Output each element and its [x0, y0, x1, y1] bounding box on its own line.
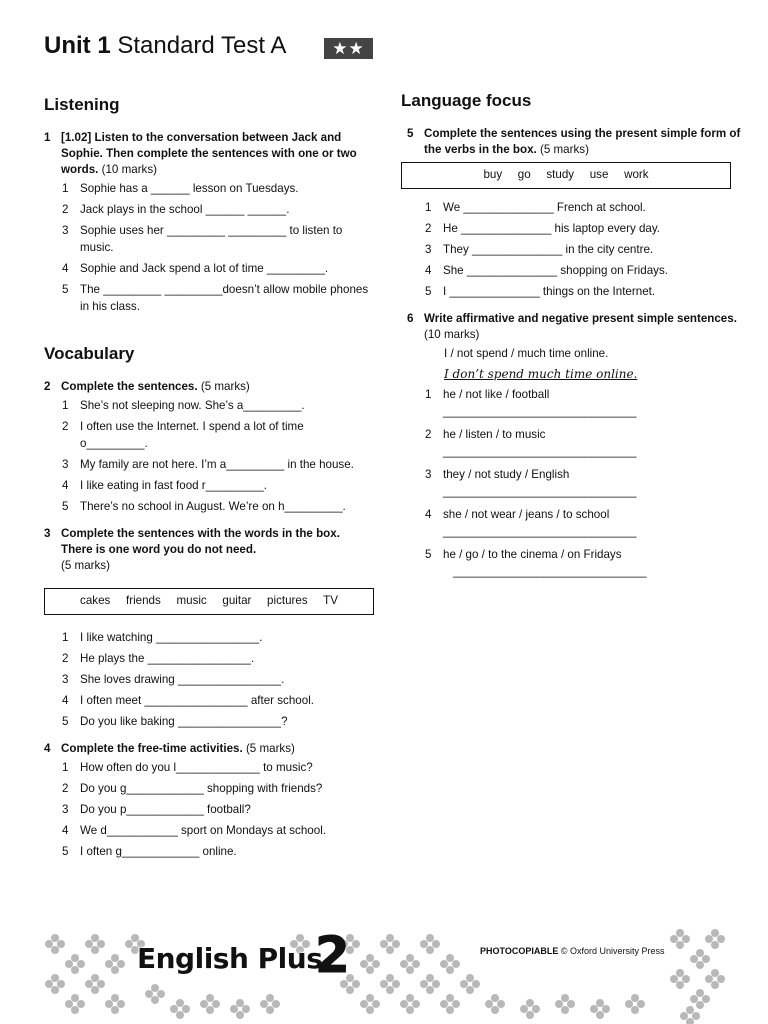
item-text: The _________ _________doesn’t allow mobile phones in his class.	[80, 283, 369, 313]
q3-instruction	[44, 526, 374, 574]
item-text: He ______________ his laptop every day.	[443, 222, 661, 235]
item-text: I often meet ________________ after school.	[80, 694, 314, 707]
q6-example: I / not spend / much time online.	[444, 347, 609, 360]
footer-pattern	[0, 924, 768, 1024]
list-item[interactable]	[44, 180, 374, 197]
item-number: 2	[62, 652, 69, 665]
item-text: Sophie uses her _________ _________ to listen to music.	[80, 224, 343, 254]
q5-number: 5	[407, 127, 414, 140]
answer-line[interactable]: ______________________________	[443, 485, 637, 498]
q6-number: 6	[407, 312, 414, 325]
item-number: 1	[62, 631, 69, 644]
q5-instruction	[407, 126, 741, 158]
answer-line[interactable]: ______________________________	[443, 405, 637, 418]
item-text: He plays the ________________.	[80, 652, 255, 665]
q5-marks: (5 marks)	[539, 143, 589, 156]
q5-word-box: buy go study use work	[401, 162, 731, 189]
list-item[interactable]	[44, 671, 374, 688]
item-number: 1	[62, 182, 69, 195]
item-text: Do you g____________ shopping with friends?	[80, 782, 323, 795]
language-focus-heading: Language focus	[401, 91, 532, 110]
item-text: We ______________ French at school.	[443, 201, 646, 214]
item-number: 4	[62, 479, 69, 492]
item-text: Do you p____________ football?	[80, 803, 251, 816]
item-number: 4	[62, 824, 69, 837]
item-text: I often use the Internet. I spend a lot of time o_________.	[80, 420, 304, 450]
list-item[interactable]	[44, 650, 374, 667]
question-1	[44, 130, 374, 315]
publisher-credit: © Oxford University Press	[560, 946, 665, 956]
test-title: Standard Test A	[117, 32, 287, 59]
list-item[interactable]	[407, 262, 741, 279]
answer-line[interactable]: ______________________________	[443, 525, 637, 538]
q1-number: 1	[44, 131, 51, 144]
example-answer-text: I don’t spend much time online.	[444, 367, 638, 381]
item-text: My family are not here. I’m a_________ in the house.	[80, 458, 354, 471]
q2-number: 2	[44, 380, 51, 393]
left-column	[44, 95, 374, 871]
difficulty-stars-badge: ★★	[324, 38, 373, 59]
item-number: 2	[425, 428, 432, 441]
question-2	[44, 379, 374, 515]
q1-list	[44, 180, 374, 315]
list-item[interactable]	[407, 199, 741, 216]
q2-list	[44, 397, 374, 515]
list-item[interactable]	[44, 759, 374, 776]
q3-text: Complete the sentences with the words in the box. There is one word you do not need.	[61, 527, 340, 556]
q6-example-answer	[407, 366, 741, 383]
right-column	[401, 91, 741, 591]
list-item[interactable]	[44, 843, 374, 860]
list-item[interactable]	[44, 222, 374, 256]
q2-marks: (5 marks)	[200, 380, 250, 393]
item-text: Sophie and Jack spend a lot of time _________.	[80, 262, 329, 275]
list-item[interactable]	[407, 241, 741, 258]
item-number: 5	[62, 845, 69, 858]
list-item[interactable]	[44, 780, 374, 797]
photocopiable-label: PHOTOCOPIABLE	[480, 946, 559, 956]
q1-text: [1.02] Listen to the conversation between Jack and Sophie. Then complete the sentences with one or two words.	[61, 131, 357, 176]
list-item[interactable]	[44, 822, 374, 839]
list-item[interactable]	[407, 426, 741, 460]
list-item[interactable]	[44, 477, 374, 494]
item-number: 3	[425, 243, 432, 256]
q3-number: 3	[44, 527, 51, 540]
q4-list	[44, 759, 374, 860]
item-text: I often g____________ online.	[80, 845, 237, 858]
item-text: How often do you l_____________ to music?	[80, 761, 313, 774]
item-number: 3	[62, 803, 69, 816]
item-number: 4	[425, 264, 432, 277]
list-item[interactable]	[44, 498, 374, 515]
item-text: Do you like baking ________________?	[80, 715, 288, 728]
list-item[interactable]	[407, 283, 741, 300]
item-text: I like watching ________________.	[80, 631, 263, 644]
q1-instruction	[44, 130, 374, 178]
item-number: 1	[62, 761, 69, 774]
list-item[interactable]	[407, 546, 741, 580]
item-text: She ______________ shopping on Fridays.	[443, 264, 668, 277]
unit-label: Unit 1	[44, 32, 111, 59]
question-3	[44, 526, 374, 730]
item-number: 2	[62, 420, 69, 433]
list-item[interactable]	[44, 629, 374, 646]
brand-level-number: 2	[315, 926, 350, 984]
item-number: 5	[425, 285, 432, 298]
item-number: 4	[62, 262, 69, 275]
list-item[interactable]	[407, 466, 741, 500]
list-item[interactable]	[44, 801, 374, 818]
item-number: 3	[425, 468, 432, 481]
photocopiable-notice	[480, 946, 665, 956]
q3-marks: (5 marks)	[61, 559, 110, 572]
item-number: 3	[62, 458, 69, 471]
item-text: Sophie has a ______ lesson on Tuesdays.	[80, 182, 299, 195]
list-item[interactable]	[44, 692, 374, 709]
list-item[interactable]	[407, 386, 741, 420]
item-number: 4	[425, 508, 432, 521]
item-number: 2	[62, 203, 69, 216]
q4-number: 4	[44, 742, 51, 755]
list-item[interactable]	[44, 397, 374, 414]
item-text: they / not study / English	[443, 468, 570, 481]
vocabulary-heading: Vocabulary	[44, 344, 135, 363]
item-text: She’s not sleeping now. She’s a_________.	[80, 399, 305, 412]
q2-instruction	[44, 379, 374, 395]
q6-text: Write affirmative and negative present simple sentences.	[424, 312, 737, 325]
page-title	[44, 32, 286, 60]
item-number: 3	[62, 673, 69, 686]
question-4	[44, 741, 374, 860]
item-number: 5	[62, 500, 69, 513]
q6-instruction	[407, 311, 741, 343]
item-number: 3	[62, 224, 69, 237]
question-5	[401, 126, 741, 300]
item-number: 4	[62, 694, 69, 707]
q5-list	[407, 199, 741, 300]
list-item[interactable]	[407, 506, 741, 540]
q4-instruction	[44, 741, 374, 757]
item-text: he / not like / football	[443, 388, 550, 401]
item-number: 2	[425, 222, 432, 235]
item-number: 1	[425, 201, 432, 214]
item-text: he / listen / to music	[443, 428, 546, 441]
item-text: Jack plays in the school ______ ______.	[80, 203, 290, 216]
q2-text: Complete the sentences.	[61, 380, 198, 393]
item-number: 1	[425, 388, 432, 401]
list-item[interactable]	[44, 281, 374, 315]
list-item[interactable]	[44, 260, 374, 277]
answer-line[interactable]: ______________________________	[453, 565, 647, 578]
list-item[interactable]	[44, 418, 374, 452]
question-6	[407, 311, 741, 580]
q3-word-box: cakes friends music guitar pictures TV	[44, 588, 374, 615]
item-number: 5	[62, 283, 69, 296]
item-number: 1	[62, 399, 69, 412]
item-text: I like eating in fast food r_________.	[80, 479, 267, 492]
q5-text: Complete the sentences using the present simple form of the verbs in the box.	[424, 127, 741, 156]
item-text: We d___________ sport on Mondays at school.	[80, 824, 326, 837]
q6-list	[407, 386, 741, 580]
brand-logo: English Plus	[137, 942, 323, 975]
item-text: She loves drawing ________________.	[80, 673, 285, 686]
q1-marks: (10 marks)	[101, 163, 158, 176]
list-item[interactable]	[44, 713, 374, 730]
q4-text: Complete the free-time activities.	[61, 742, 243, 755]
list-item[interactable]	[44, 456, 374, 473]
item-number: 5	[62, 715, 69, 728]
q3-list	[44, 629, 374, 730]
item-text: There’s no school in August. We’re on h_________.	[80, 500, 346, 513]
item-number: 5	[425, 548, 432, 561]
listening-heading: Listening	[44, 95, 120, 114]
q4-marks: (5 marks)	[245, 742, 295, 755]
list-item[interactable]	[407, 220, 741, 237]
item-number: 2	[62, 782, 69, 795]
item-text: he / go / to the cinema / on Fridays	[443, 548, 622, 561]
answer-line[interactable]: ______________________________	[443, 445, 637, 458]
q6-marks: (10 marks)	[424, 328, 480, 341]
item-text: I ______________ things on the Internet.	[443, 285, 656, 298]
list-item[interactable]	[44, 201, 374, 218]
item-text: she / not wear / jeans / to school	[443, 508, 610, 521]
item-text: They ______________ in the city centre.	[443, 243, 654, 256]
